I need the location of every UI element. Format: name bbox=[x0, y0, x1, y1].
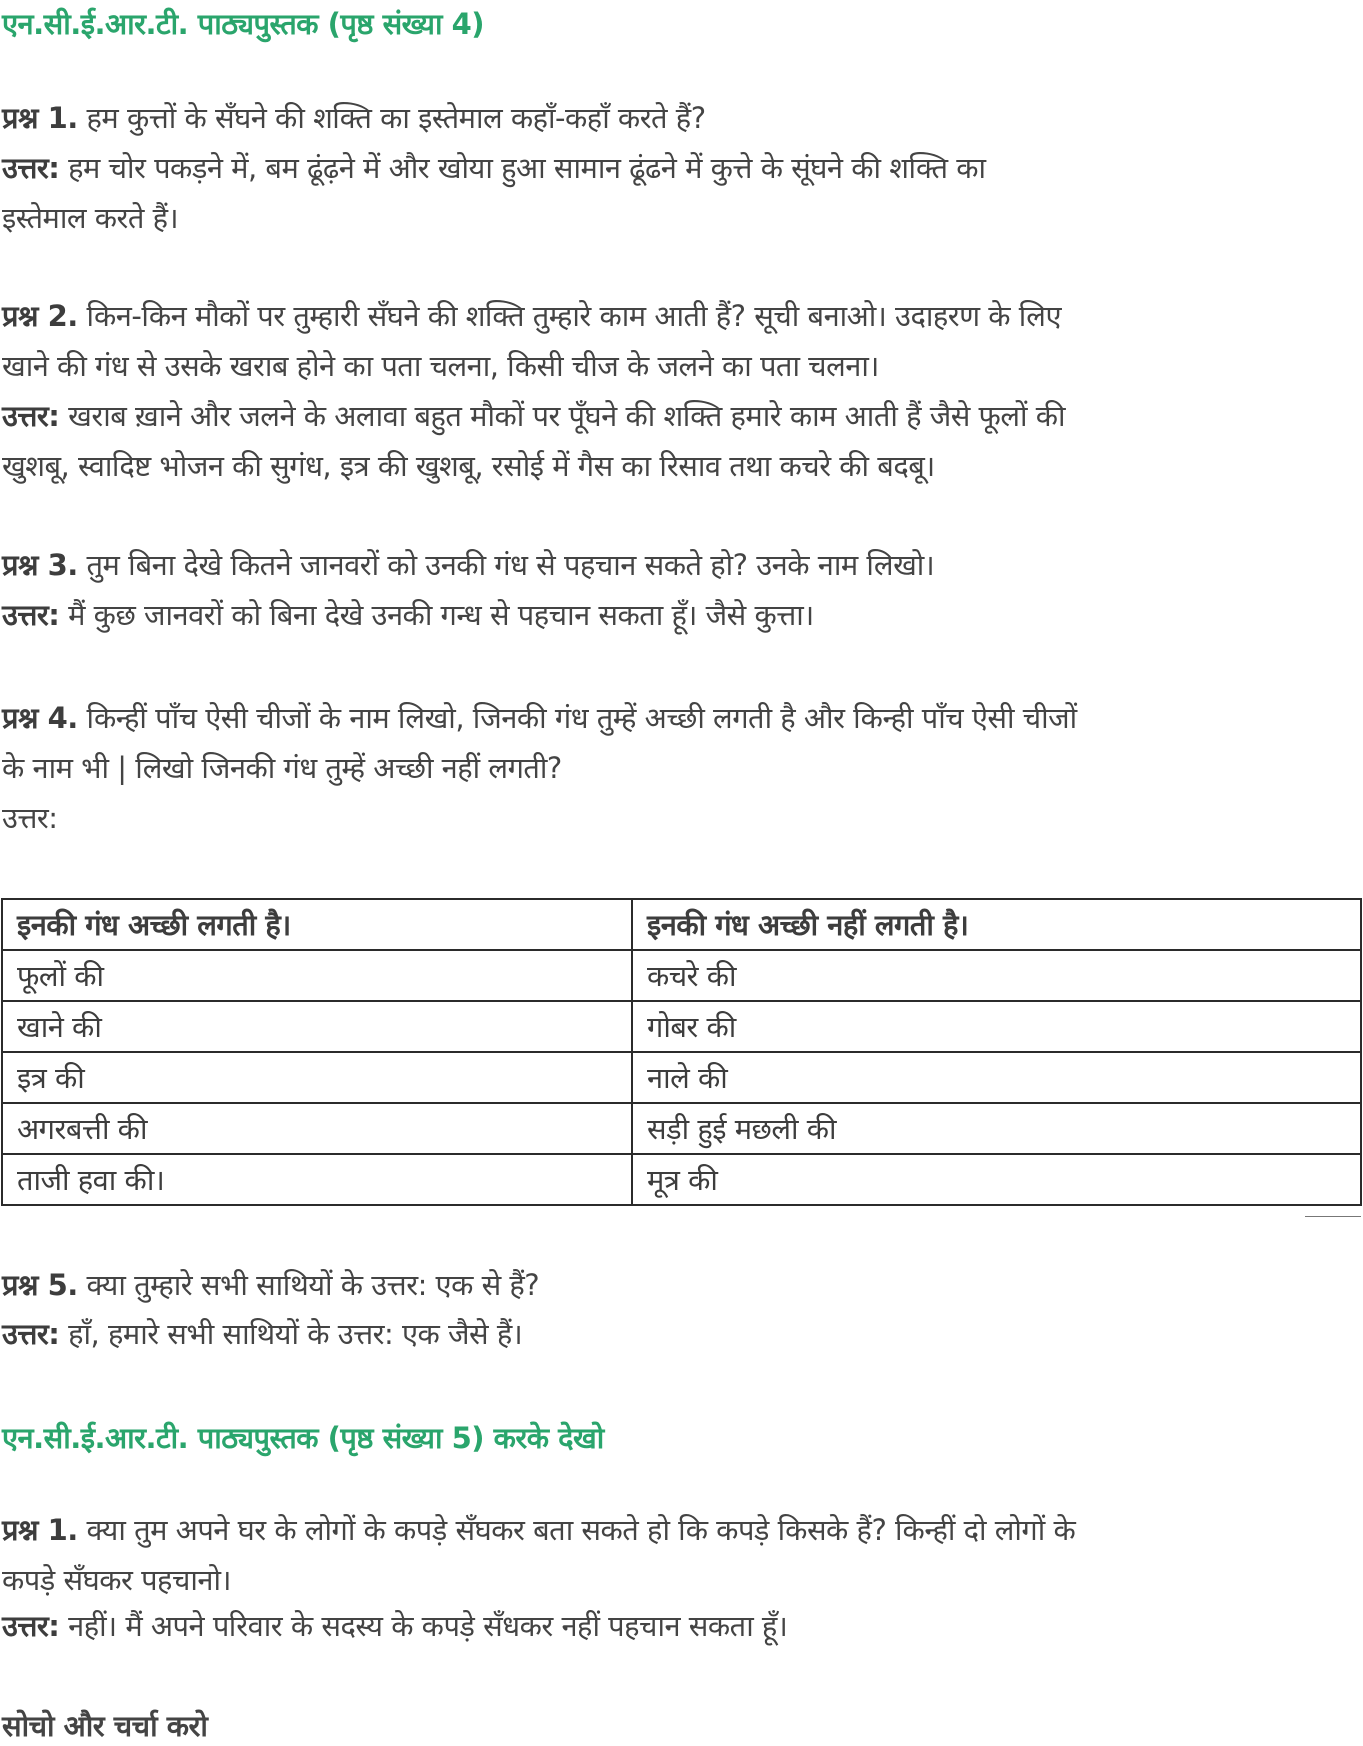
column-header-bad-smell: इनकी गंध अच्छी नहीं लगती है। bbox=[632, 899, 1361, 950]
question-5 bbox=[2, 1265, 539, 1305]
answer-label: उत्तर: bbox=[2, 151, 60, 185]
table-header-row bbox=[2, 899, 1361, 950]
section-heading-page-4: एन.सी.ई.आर.टी. पाठ्यपुस्तक (पृष्ठ संख्या 4) bbox=[2, 7, 484, 41]
table-cell: अगरबत्ती की bbox=[2, 1103, 632, 1154]
column-header-good-smell: इनकी गंध अच्छी लगती है। bbox=[2, 899, 632, 950]
answer-2 bbox=[2, 396, 1065, 436]
table-underline-fragment bbox=[1305, 1216, 1361, 1217]
table-cell: मूत्र की bbox=[632, 1154, 1361, 1205]
table-cell: नाले की bbox=[632, 1052, 1361, 1103]
answer-label: उत्तर: bbox=[2, 1609, 60, 1643]
question-text: क्या तुम अपने घर के लोगों के कपड़े सँघकर बता सकते हो कि कपड़े किसके हैं? किन्हीं दो लोगों के bbox=[86, 1513, 1076, 1547]
answer-2-line-2: खुशबू, स्वादिष्ट भोजन की सुगंध, इत्र की खुशबू, रसोई में गैस का रिसाव तथा कचरे की बदबू। bbox=[2, 449, 935, 483]
question-label: प्रश्न 1. bbox=[2, 1513, 78, 1547]
question-label: प्रश्न 4. bbox=[2, 701, 78, 735]
table-row bbox=[2, 1154, 1361, 1205]
answer-text: नहीं। मैं अपने परिवार के सदस्य के कपड़े सँधकर नहीं पहचान सकता हूँ। bbox=[68, 1609, 788, 1643]
answer-text: हम चोर पकड़ने में, बम ढूंढ़ने में और खोया हुआ सामान ढूंढने में कुत्ते के सूंघने की शक्ति का bbox=[68, 151, 986, 185]
question-text: किन-किन मौकों पर तुम्हारी सँघने की शक्ति तुम्हारे काम आती हैं? सूची बनाओ। उदाहरण के लिए bbox=[86, 299, 1061, 333]
answer-1-line-2: इस्तेमाल करते हैं। bbox=[2, 201, 179, 235]
question-label: प्रश्न 3. bbox=[2, 548, 78, 582]
section2-answer-1 bbox=[2, 1606, 787, 1646]
table-cell: खाने की bbox=[2, 1001, 632, 1052]
answer-3 bbox=[2, 595, 814, 635]
question-label: प्रश्न 2. bbox=[2, 299, 78, 333]
answer-text: खराब ख़ाने और जलने के अलावा बहुत मौकों पर पूँघने की शक्ति हमारे काम आती हैं जैसे फूलों की bbox=[68, 399, 1066, 433]
table-cell: इत्र की bbox=[2, 1052, 632, 1103]
table-row bbox=[2, 950, 1361, 1001]
question-label: प्रश्न 1. bbox=[2, 101, 78, 135]
table-cell: सड़ी हुई मछली की bbox=[632, 1103, 1361, 1154]
smell-table bbox=[1, 898, 1362, 1206]
answer-4-label: उत्तर: bbox=[2, 801, 58, 835]
question-4-line-2: के नाम भी | लिखो जिनकी गंध तुम्हें अच्छी नहीं लगती? bbox=[2, 751, 562, 785]
section-heading-think-discuss: सोचो और चर्चा करो bbox=[2, 1709, 208, 1743]
question-2 bbox=[2, 296, 1061, 336]
table-cell: गोबर की bbox=[632, 1001, 1361, 1052]
section2-question-1 bbox=[2, 1510, 1075, 1550]
table-row bbox=[2, 1103, 1361, 1154]
answer-text: मैं कुछ जानवरों को बिना देखे उनकी गन्ध से पहचान सकता हूँ। जैसे कुत्ता। bbox=[68, 598, 814, 632]
question-text: क्या तुम्हारे सभी साथियों के उत्तर: एक से हैं? bbox=[86, 1268, 540, 1302]
answer-1 bbox=[2, 148, 986, 188]
answer-label: उत्तर: bbox=[2, 399, 60, 433]
question-label: प्रश्न 5. bbox=[2, 1268, 78, 1302]
question-2-line-2: खाने की गंध से उसके खराब होने का पता चलना, किसी चीज के जलने का पता चलना। bbox=[2, 349, 879, 383]
question-text: हम कुत्तों के सँघने की शक्ति का इस्तेमाल कहाँ-कहाँ करते हैं? bbox=[86, 101, 706, 135]
answer-label: उत्तर: bbox=[2, 1317, 60, 1351]
table-cell: फूलों की bbox=[2, 950, 632, 1001]
table-row bbox=[2, 1052, 1361, 1103]
answer-5 bbox=[2, 1314, 522, 1354]
question-text: किन्हीं पाँच ऐसी चीजों के नाम लिखो, जिनकी गंध तुम्हें अच्छी लगती है और किन्ही पाँच ऐसी चीजों bbox=[86, 701, 1077, 735]
question-4 bbox=[2, 698, 1077, 738]
section2-question-1-line-2: कपड़े सँघकर पहचानो। bbox=[2, 1563, 231, 1597]
answer-label: उत्तर: bbox=[2, 598, 60, 632]
question-3 bbox=[2, 545, 934, 585]
table-cell: कचरे की bbox=[632, 950, 1361, 1001]
question-1 bbox=[2, 98, 706, 138]
section-heading-page-5: एन.सी.ई.आर.टी. पाठ्यपुस्तक (पृष्ठ संख्या 5) करके देखो bbox=[2, 1421, 604, 1455]
answer-text: हाँ, हमारे सभी साथियों के उत्तर: एक जैसे हैं। bbox=[68, 1317, 523, 1351]
table-cell: ताजी हवा की। bbox=[2, 1154, 632, 1205]
question-text: तुम बिना देखे कितने जानवरों को उनकी गंध से पहचान सकते हो? उनके नाम लिखो। bbox=[86, 548, 935, 582]
table-row bbox=[2, 1001, 1361, 1052]
